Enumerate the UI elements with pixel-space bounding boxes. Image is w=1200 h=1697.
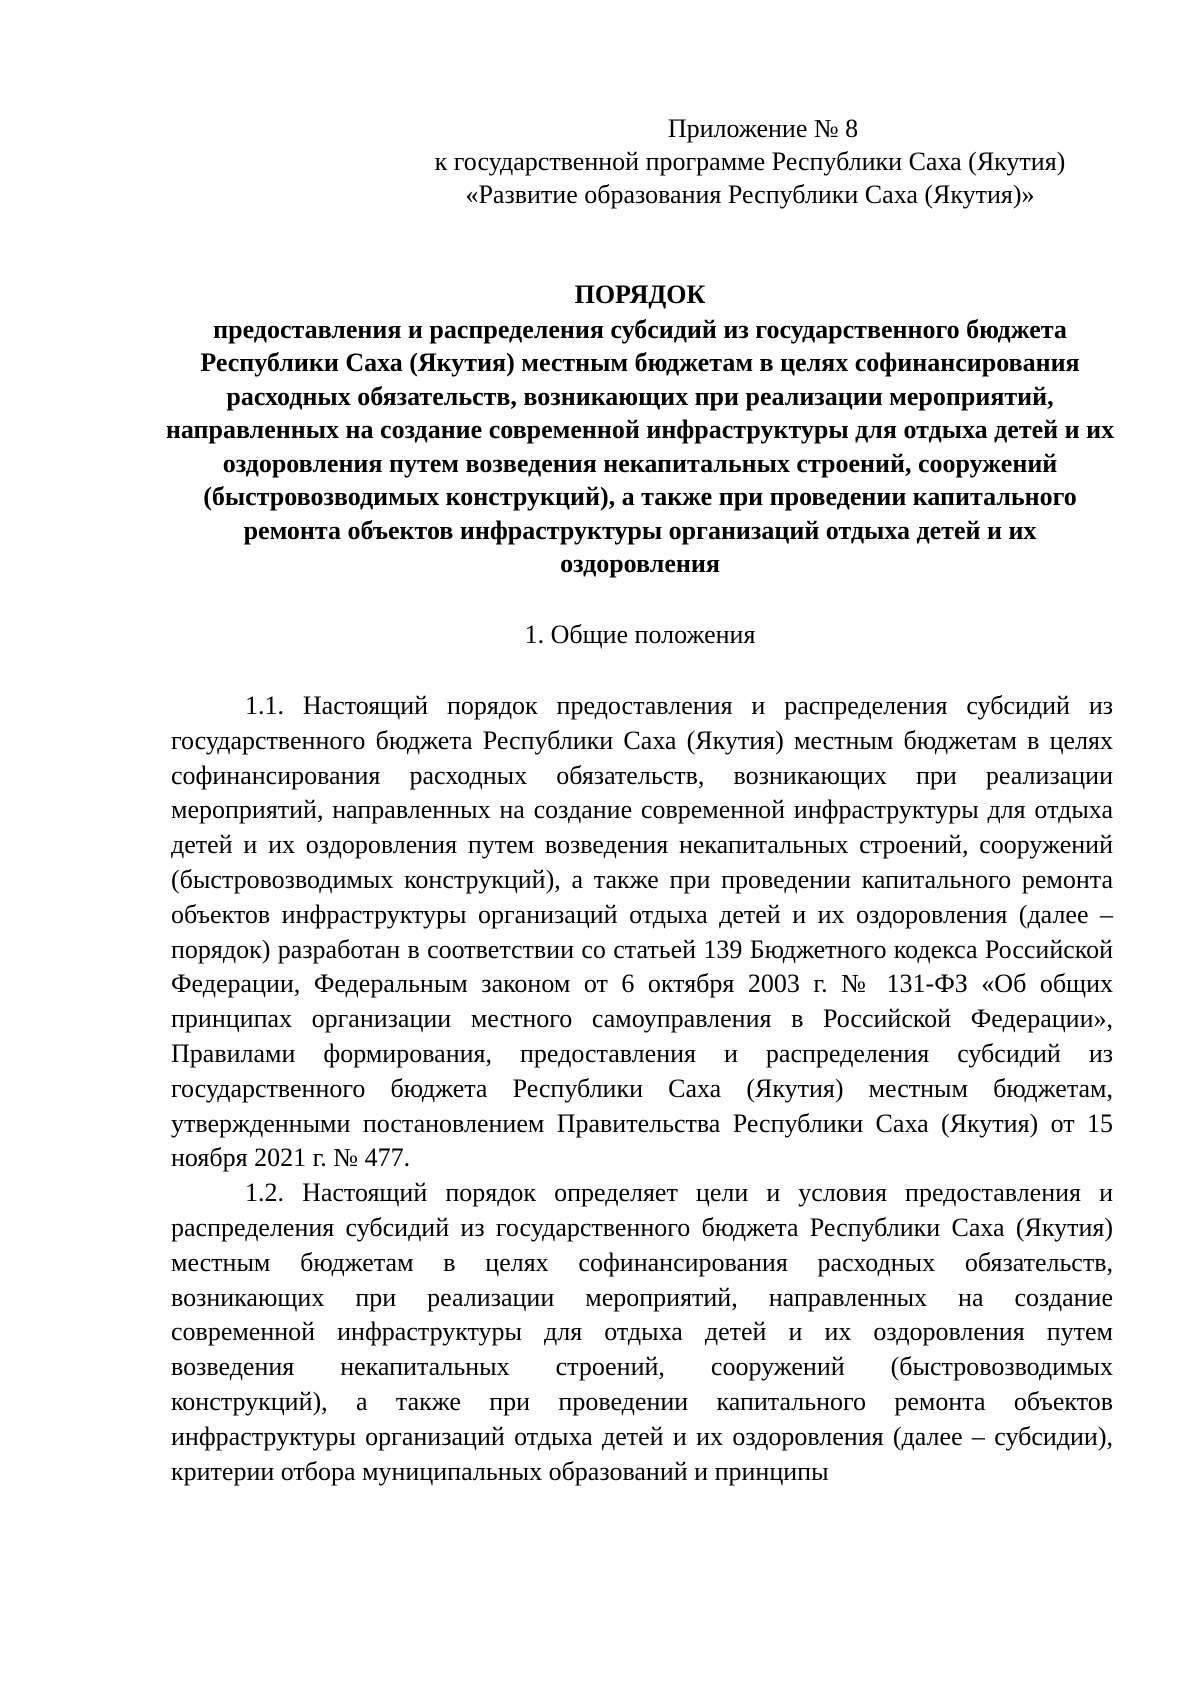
appendix-number: Приложение № 8 <box>667 114 859 143</box>
document-title <box>165 278 1115 581</box>
section-heading: 1. Общие положения <box>524 620 756 649</box>
document-subtitle: предоставления и распределения субсидий из государственного бюджета Республики Саха (Якутия) местным бюджетам в целях софинансирования расходных обязательств, возникающих при реализации мероприятий, направленных на создание современной инфраструктуры для отдыха детей и их оздоровления путем возведения некапитальных строений, сооружений (быстровозводимых конструкций), а также при проведении капитального ремонта объектов инфраструктуры организаций отдыха детей и их оздоровления <box>165 314 1115 578</box>
appendix-program-name: «Развитие образования Республики Саха (Якутия)» <box>465 180 1035 209</box>
appendix-program: к государственной программе Республики Саха (Якутия) <box>434 147 1066 176</box>
document-heading: ПОРЯДОК <box>574 280 706 309</box>
paragraph-1-1: 1.1. Настоящий порядок предоставления и распределения субсидий из государственного бюджета Республики Саха (Якутия) местным бюджетам в целях софинансирования расходных обязательств, возникающих при реализации мероприятий, направленных на создание современной инфраструктуры для отдыха детей и их оздоровления путем возведения некапитальных строений, сооружений (быстровозводимых конструкций), а также при проведении капитального ремонта объектов инфраструктуры организаций отдыха детей и их оздоровления (далее – порядок) разработан в соответствии со статьей 139 Бюджетного кодекса Российской Федерации, Федеральным законом от 6 октября 2003 г. № 131-ФЗ «Об общих принципах организации местного самоуправления в Российской Федерации», Правилами формирования, предоставления и распределения субсидий из государственного бюджета Республики Саха (Якутия) местным бюджетам, утвержденными постановлением Правительства Республики Саха (Якутия) от 15 ноября 2021 г. № 477. <box>171 691 1113 1173</box>
paragraph-1-2: 1.2. Настоящий порядок определяет цели и условия предоставления и распределения субсидий из государственного бюджета Республики Саха (Якутия) местным бюджетам в целях софинансирования расходных обязательств, возникающих при реализации мероприятий, направленных на создание современной инфраструктуры для отдыха детей и их оздоровления путем возведения некапитальных строений, сооружений (быстровозводимых конструкций), а также при проведении капитального ремонта объектов инфраструктуры организаций отдыха детей и их оздоровления (далее – субсидии), критерии отбора муниципальных образований и принципы <box>171 1178 1113 1486</box>
body-text <box>171 689 1113 1489</box>
appendix-reference <box>380 112 1120 211</box>
